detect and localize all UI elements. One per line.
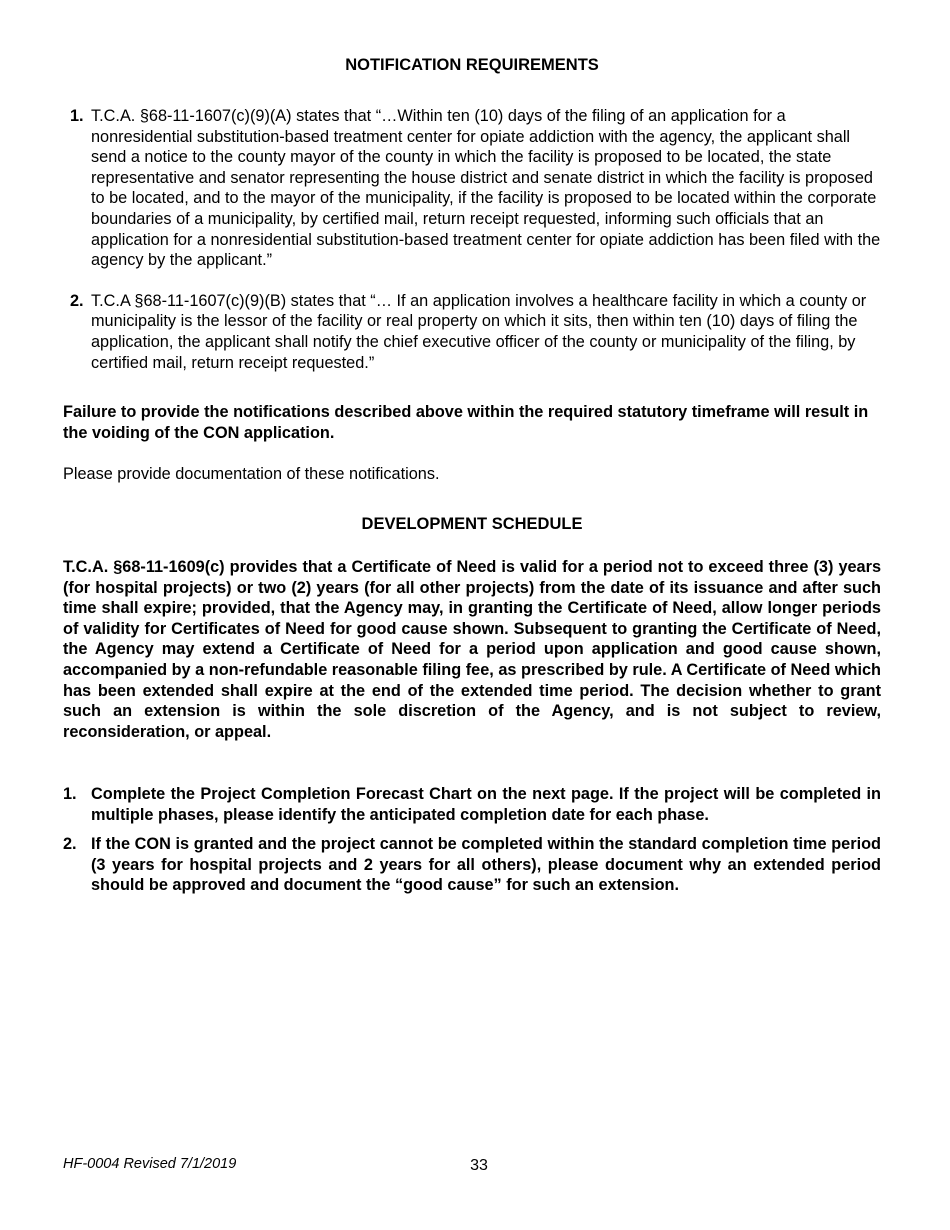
item-text: Complete the Project Completion Forecast Chart on the next page. If the project will be completed in multiple phases, please identify the anticipated completion date for each phase.	[91, 785, 881, 824]
list-item	[63, 106, 881, 271]
instruction-text: Please provide documentation of these notifications.	[63, 465, 440, 483]
development-heading: DEVELOPMENT SCHEDULE	[361, 515, 583, 533]
item-number: 2.	[70, 291, 84, 310]
development-paragraph: T.C.A. §68-11-1609(c) provides that a Certificate of Need is valid for a period not to exceed three (3) years (for hospital projects) or two (2) years (for all other projects) from the date of its issuance and after such time shall expire; provided, that the Agency may, in granting the Certificate of Need, allow longer periods of validity for Certificates of Need for good cause shown. Subsequent to granting the Certificate of Need, the Agency may extend a Certificate of Need for a period upon application and good cause shown, accompanied by a non-refundable reasonable filing fee, as prescribed by rule. A Certificate of Need which has been extended shall expire at the end of the extended time period. The decision whether to grant such an extension is within the sole discretion of the Agency, and is not subject to review, reconsideration, or appeal.	[63, 558, 881, 741]
notification-list	[63, 106, 881, 373]
item-text: If the CON is granted and the project cannot be completed within the standard completion time period (3 years for hospital projects and 2 years for all others), please document why an extended period should be approved and document the “good cause” for such an extension.	[91, 835, 881, 895]
warning-text: Failure to provide the notifications described above within the required statutory timeframe will result in the voiding of the CON application.	[63, 403, 869, 442]
page-number: 33	[470, 1157, 488, 1174]
list-item	[63, 784, 881, 825]
list-item	[63, 291, 881, 373]
item-number: 2.	[63, 835, 77, 854]
notification-heading: NOTIFICATION REQUIREMENTS	[345, 56, 599, 74]
item-text: T.C.A §68-11-1607(c)(9)(B) states that “… If an application involves a healthcare facility in which a county or municipality is the lessor of the facility or real property on which it sits, then within ten (10) days of filing the application, the applicant shall notify the chief executive officer of the county or municipality of the filing, by certified mail, return receipt requested.”	[91, 291, 867, 372]
item-number: 1.	[63, 785, 77, 803]
footer-form-id: HF-0004 Revised 7/1/2019	[63, 1156, 237, 1172]
list-item	[63, 834, 881, 896]
item-text: T.C.A. §68-11-1607(c)(9)(A) states that “…Within ten (10) days of the filing of an application for a nonresidential substitution-based treatment center for opiate addiction with the agency, the applicant shall send a notice to the county mayor of the county in which the facility is proposed to be located, the state representative and senator representing the house district and senate district in which the facility is proposed to be located, and to the mayor of the municipality, if the facility is proposed to be located within the corporate boundaries of a municipality, by certified mail, return receipt requested, informing such officials that an application for a nonresidential substitution-based treatment center for opiate addiction has been filed with the agency by the applicant.”	[91, 107, 881, 270]
item-number: 1.	[70, 107, 84, 125]
development-list	[63, 784, 881, 896]
